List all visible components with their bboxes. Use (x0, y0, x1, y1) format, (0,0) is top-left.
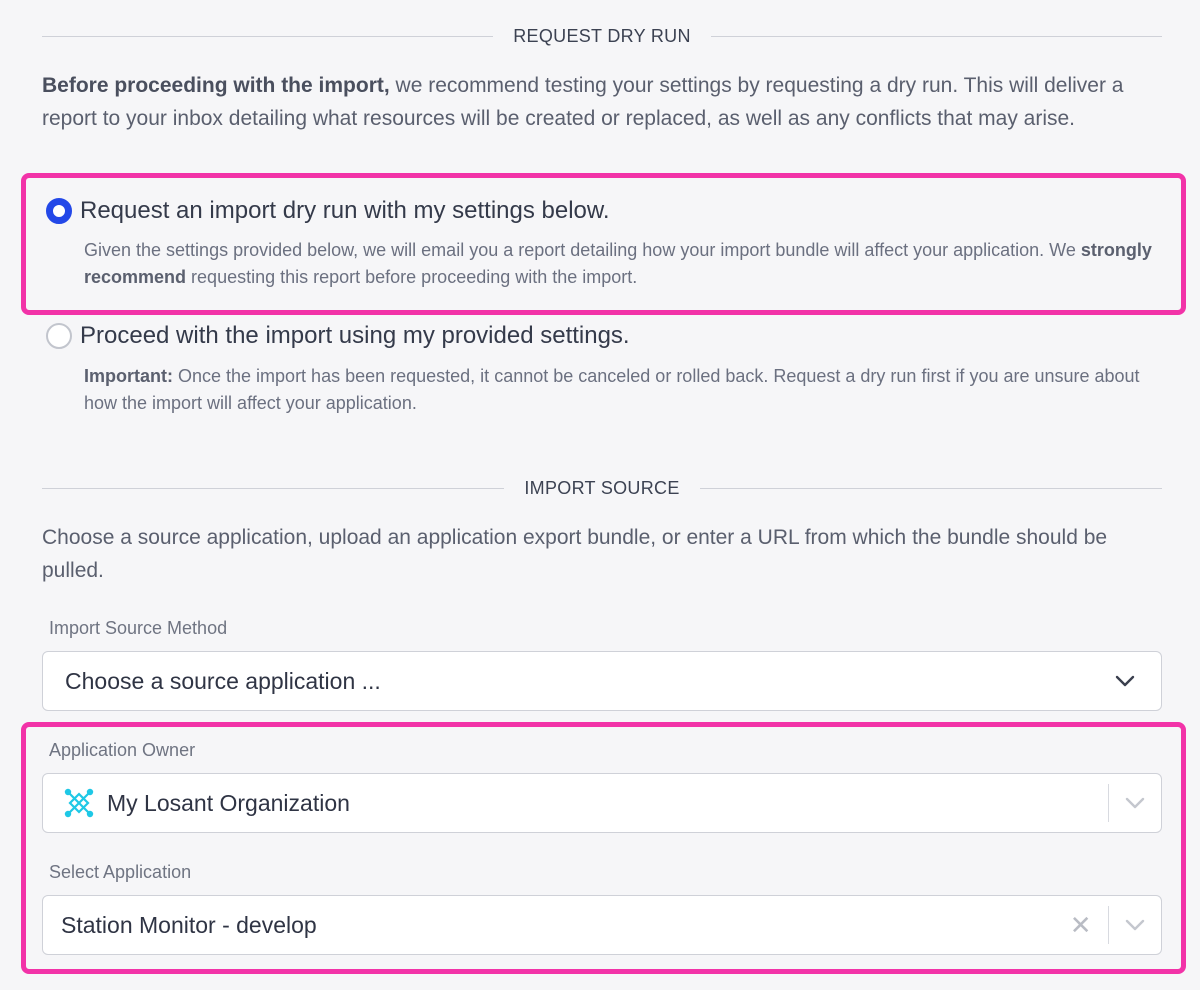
application-owner-select[interactable] (42, 773, 1162, 833)
import-source-section-header (42, 476, 1162, 500)
radio-option-dry-run-label[interactable]: Request an import dry run with my settings below. (80, 197, 610, 224)
radio-unchecked-icon[interactable] (46, 323, 72, 349)
application-owner-value[interactable]: My Losant Organization (107, 789, 350, 816)
radio-checked-icon[interactable] (46, 198, 72, 224)
dry-run-section-header (42, 24, 1162, 48)
proceed-desc-bold: Important: (84, 366, 173, 386)
radio-option-proceed-desc (84, 363, 1174, 417)
import-source-method-select[interactable] (42, 651, 1162, 711)
radio-option-proceed-label[interactable]: Proceed with the import using my provided settings. (80, 322, 630, 349)
dry-run-desc-text-2: requesting this report before proceeding with the import. (186, 267, 638, 287)
chevron-down-icon[interactable] (1113, 675, 1137, 687)
radio-option-dry-run[interactable] (46, 197, 610, 225)
import-source-intro: Choose a source application, upload an application export bundle, or enter a URL from which the bundle should be pulled. (42, 526, 1108, 582)
select-application-label: Select Application (49, 862, 192, 882)
dry-run-section-title: REQUEST DRY RUN (513, 25, 691, 46)
losant-organization-icon (63, 787, 95, 819)
import-source-method-value[interactable]: Choose a source application ... (65, 667, 381, 694)
chevron-down-icon[interactable] (1109, 797, 1161, 809)
chevron-down-icon[interactable] (1109, 919, 1161, 931)
select-application-value[interactable]: Station Monitor - develop (61, 911, 317, 938)
header-rule-left (42, 36, 493, 37)
radio-option-dry-run-desc (84, 237, 1174, 291)
dry-run-intro-text: we recommend testing your settings by requesting a dry run. This will deliver a report to your inbox detailing what resources will be created or replaced, as well as any conflicts that may arise. (42, 74, 1124, 130)
import-source-section-title: IMPORT SOURCE (524, 477, 680, 498)
radio-option-proceed[interactable] (46, 322, 630, 350)
dry-run-intro (42, 69, 1152, 135)
header-rule-right (711, 36, 1162, 37)
dry-run-desc-bold: strongly recommend (84, 240, 1152, 287)
import-source-method-label: Import Source Method (49, 618, 228, 638)
proceed-desc-text: Once the import has been requested, it cannot be canceled or rolled back. Request a dry run first if you are unsure about how the import will affect your application. (84, 366, 1140, 413)
application-owner-label: Application Owner (49, 740, 196, 760)
select-application-select[interactable] (42, 895, 1162, 955)
header-rule-left (42, 488, 504, 489)
dry-run-intro-bold: Before proceeding with the import, (42, 74, 390, 97)
dry-run-desc-text-1: Given the settings provided below, we will email you a report detailing how your import bundle will affect your application. We (84, 240, 1081, 260)
clear-icon[interactable]: ✕ (1069, 910, 1092, 940)
header-rule-right (700, 488, 1162, 489)
